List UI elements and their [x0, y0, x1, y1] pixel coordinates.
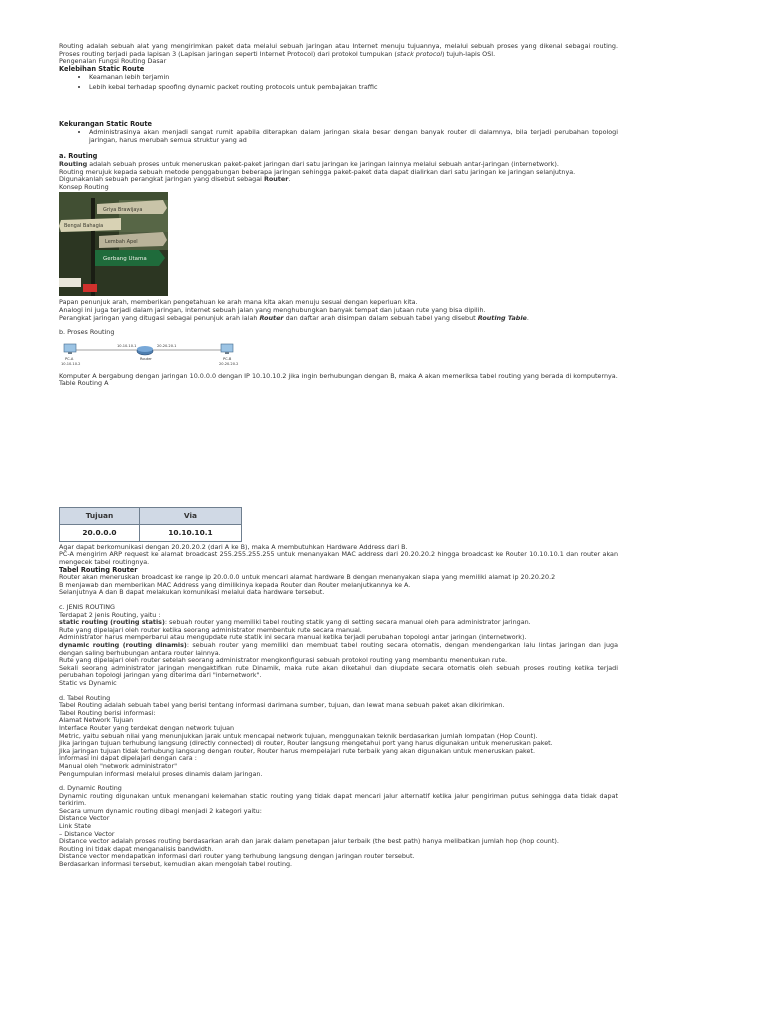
dynamic-line: Distance vector adalah proses routing berdasarkan arah dan jarak dalam penetapan jalur terbaik (the best path) hanya melibatkan jumlah hop (hop count).	[59, 837, 559, 846]
dynamic-line: Berdasarkan informasi tersebut, kemudian akan mengolah tabel routing.	[59, 860, 293, 869]
tabel-line: Tabel Routing adalah sebuah tabel yang berisi tentang informasi darimana sumber, tujuan, dan lewat mana sebuah paket akan dikirimkan.	[59, 701, 505, 710]
arp-paragraph-2: PC-A mengirim ARP request ke alamat broadcast 255.255.255.255 untuk menanyakan MAC address dari 20.20.20.2 hingga broadcast ke Router 10.10.10.1 dan router akan mengecek tabel routingnya.	[59, 550, 618, 567]
dynamic-line: – Distance Vector	[59, 829, 115, 838]
arp-paragraph-1: Agar dapat berkomunikasi dengan 20.20.20.2 (dari A ke B), maka A membutuhkan Hardware Address dari B.	[59, 542, 408, 551]
intro-text-end: ) tujuh-lapis OSI.	[442, 49, 496, 58]
table-routing-a-label: Table Routing A	[59, 379, 109, 388]
cell-tujuan: 20.0.0.0	[60, 524, 140, 541]
proses-routing-heading: b. Proses Routing	[59, 328, 115, 337]
table-header-row	[60, 507, 242, 524]
dynamic-paragraph-2: Rute yang dipelajari oleh router setelah seorang administrator mengkonfigurasi sebuah protokol routing yang membantu menentukan rute.	[59, 656, 508, 665]
dynamic-line: Distance vector mendapatkan informasi dari router yang terhubung langsung dengan jaringan router tersebut.	[59, 852, 415, 861]
jenis-routing-heading: c. JENIS ROUTING	[59, 603, 115, 612]
tabel-line: Tabel Routing berisi informasi:	[59, 708, 156, 717]
tabel-routing-heading: d. Tabel Routing	[59, 693, 111, 702]
kekurangan-list	[59, 129, 618, 144]
tabel-line: Metric, yaitu sebuah nilai yang menunjukkan jarak untuk mencapai network tujuan, menggunakan teknik berdasarkan jumlah lompatan (Hop Count).	[59, 731, 538, 740]
pc-a-icon	[64, 344, 76, 354]
link-1-ip: 10.10.10.1	[117, 343, 137, 348]
router-sentence-text: Digunakanlah sebuah perangkat jaringan yang disebut sebagai	[59, 175, 264, 184]
caption-1: Papan penunjuk arah, memberikan pengetahuan ke arah mana kita akan menuju sesuai dengan keperluan kita.	[59, 298, 418, 307]
caption-3-mid: dan daftar arah disimpan dalam sebuah tabel yang disebut	[283, 313, 478, 322]
intro-emphasis: stack protocol	[396, 49, 443, 58]
jenis-intro: Terdapat 2 jenis Routing, yaitu :	[59, 610, 161, 619]
content-column	[59, 43, 618, 869]
tabel-line: Pengumpulan informasi melalui proses dinamis dalam jaringan.	[59, 769, 263, 778]
tabel-line: Alamat Network Tujuan	[59, 716, 134, 725]
router-broadcast-paragraph: Router akan meneruskan broadcast ke range ip 20.0.0.0 untuk mencari alamat hardware B dengan menanyakan siapa yang memiliki alamat ip 20.20.20.2	[59, 573, 556, 582]
kelebihan-heading: Kelebihan Static Route	[59, 64, 145, 73]
static-routing-text: : sebuah router yang memiliki tabel routing statik yang di setting secara manual oleh para administrator jaringan.	[164, 618, 531, 627]
routing-definition-text: adalah sebuah proses untuk meneruskan paket-paket jaringan dari satu jaringan ke jaringan lainnya melalui sebuah antar-jaringan (internetwork).	[87, 159, 559, 168]
sign-text-2: Bengal Bahagia	[64, 223, 104, 230]
komputer-a-paragraph: Komputer A bergabung dengan jaringan 10.0.0.0 dengan IP 10.10.10.2 jika ingin berhubungan dengan B, maka A akan memeriksa tabel routing yang berada di komputernya.	[59, 371, 618, 380]
konsep-label: Konsep Routing	[59, 182, 109, 191]
router-term: Router	[263, 175, 289, 184]
mac-reply-paragraph: B menjawab dan memberikan MAC Address yang dimilikinya kepada Router dan Router melanjutkannya ke A.	[59, 580, 411, 589]
caption-2: Analogi ini juga terjadi dalam jaringan, internet sebuah jalan yang menghubungkan banyak tempat dan jutaan rute yang bisa dipilih.	[59, 305, 486, 314]
router-sentence-end: .	[288, 175, 291, 184]
router-term-italic: Router	[259, 313, 284, 322]
tabel-line: Manual oleh "network administrator"	[59, 761, 178, 770]
list-item: • Keamanan lebih terjamin	[89, 74, 618, 82]
dynamic-line: Routing ini tidak dapat menganalisis bandwidth.	[59, 844, 214, 853]
router-sentence	[59, 176, 618, 184]
static-vs-dynamic-label: Static vs Dynamic	[59, 678, 117, 687]
sign-text-1: Griya Brawijaya	[103, 207, 143, 214]
routing-table-a	[59, 507, 242, 542]
routing-paragraph: Routing merujuk kepada sebuah metode penggabungan beberapa jaringan sehingga paket-paket data dapat dialirkan dari satu jaringan ke jaringan selanjutnya.	[59, 167, 576, 176]
pc-a-label: PC-A	[65, 356, 74, 361]
sign-text-4: Gerbang Utama	[103, 256, 147, 263]
dynamic-line: Secara umum dynamic routing dibagi menjadi 2 kategori yaitu:	[59, 806, 262, 815]
dynamic-line: Dynamic routing digunakan untuk menangani kelemahan static routing yang tidak dapat mencari jalur alternatif ketika jalur pengiriman putus sehingga data tidak dapat terkirim.	[59, 791, 618, 808]
routing-table-term: Routing Table	[477, 313, 527, 322]
caption-3-end: .	[526, 313, 529, 322]
caption-3	[59, 315, 618, 323]
routing-term: Routing	[59, 159, 88, 168]
tabel-line: Jika jaringan tujuan tidak terhubung langsung dengan router, Router harus mempelajari rute terbaik yang akan digunakan untuk meneruskan paket.	[59, 746, 536, 755]
fungsi-line: Pengenalan Fungsi Routing Dasar	[59, 57, 167, 66]
dynamic-routing-paragraph	[59, 642, 618, 657]
table-row	[60, 524, 242, 541]
pc-b-ip: 20.20.20.2	[219, 361, 239, 366]
dynamic-paragraph-3: Sekali seorang administrator jaringan mengaktifkan rute Dinamik, maka rute akan diketahui dan diupdate secara otomatis oleh sebuah proses routing ketika terjadi perubahan topologi jaringan yang diterima dari "internetwork".	[59, 663, 618, 680]
list-item: • Lebih kebal terhadap spoofing dynamic packet routing protocols untuk pembajakan traffic	[89, 84, 618, 92]
column-header-tujuan: Tujuan	[60, 507, 140, 524]
dynamic-line: Link State	[59, 822, 92, 831]
static-paragraph-2: Rute yang dipelajari oleh router ketika seorang administrator membentuk rute secara manual.	[59, 625, 362, 634]
pc-b-icon	[221, 344, 233, 354]
network-diagram	[59, 340, 239, 370]
router-icon	[137, 346, 153, 355]
column-header-via: Via	[139, 507, 241, 524]
dynamic-line: Distance Vector	[59, 814, 110, 823]
communication-paragraph: Selanjutnya A dan B dapat melakukan komunikasi melalui data hardware tersebut.	[59, 588, 325, 597]
routing-heading: a. Routing	[59, 152, 98, 161]
sign-text-3: Lembah Apel	[105, 239, 138, 246]
dynamic-routing-text: : sebuah router yang memiliki dan membuat tabel routing secara otomatis, dengan mendengarkan lalu lintas jaringan dan juga dengan saling berhubungan antara router lainnya.	[59, 641, 618, 657]
tabel-line: Jika jaringan tujuan terhubung langsung (directly connected) di router, Router langsung mengetahui port yang harus digunakan untuk meneruskan paket.	[59, 739, 553, 748]
pc-b-label: PC-B	[223, 356, 232, 361]
cell-via: 10.10.10.1	[139, 524, 241, 541]
static-paragraph-3: Administrator harus memperbarui atau mengupdate rute statik ini secara manual ketika terjadi perubahan topologi antar jaringan (internetwork).	[59, 633, 527, 642]
pc-a-ip: 10.10.10.2	[61, 361, 81, 366]
dynamic-routing-term: dynamic routing (routing dinamis)	[59, 641, 187, 649]
kelebihan-list	[59, 74, 618, 91]
router-label: Router	[140, 356, 152, 361]
link-2-ip: 20.20.20.1	[157, 343, 177, 348]
dynamic-routing-heading: d. Dynamic Routing	[59, 784, 122, 793]
static-routing-term: static routing (routing statis)	[59, 618, 165, 627]
caption-3-text: Perangkat jaringan yang ditugasi sebagai penunjuk arah ialah	[59, 313, 260, 322]
signpost-photo	[59, 192, 168, 296]
tabel-line: Informasi ini dapat dipelajari dengan cara :	[59, 754, 197, 763]
intro-paragraph	[59, 43, 618, 58]
kekurangan-heading: Kekurangan Static Route	[59, 119, 152, 128]
tabel-line: Interface Router yang terdekat dengan network tujuan	[59, 723, 235, 732]
list-item: • Administrasinya akan menjadi sangat rumit apabila diterapkan dalam jaringan skala besar dengan banyak router di dalamnya, bila terjadi perubahan topologi jaringan, harus merubah semua struktur yang ad	[89, 129, 618, 144]
table-routing-router-heading: Tabel Routing Router	[59, 565, 138, 574]
intro-text: Routing adalah sebuah alat yang mengirimkan paket data melalui sebuah jaringan atau Internet menuju tujuannya, melalui sebuah proses yang dikenal sebagai routing. Proses routing terjadi pada lapisan 3 (Lapisan jaringan seperti Internet Protocol) dari protokol tumpukan (	[59, 42, 618, 58]
